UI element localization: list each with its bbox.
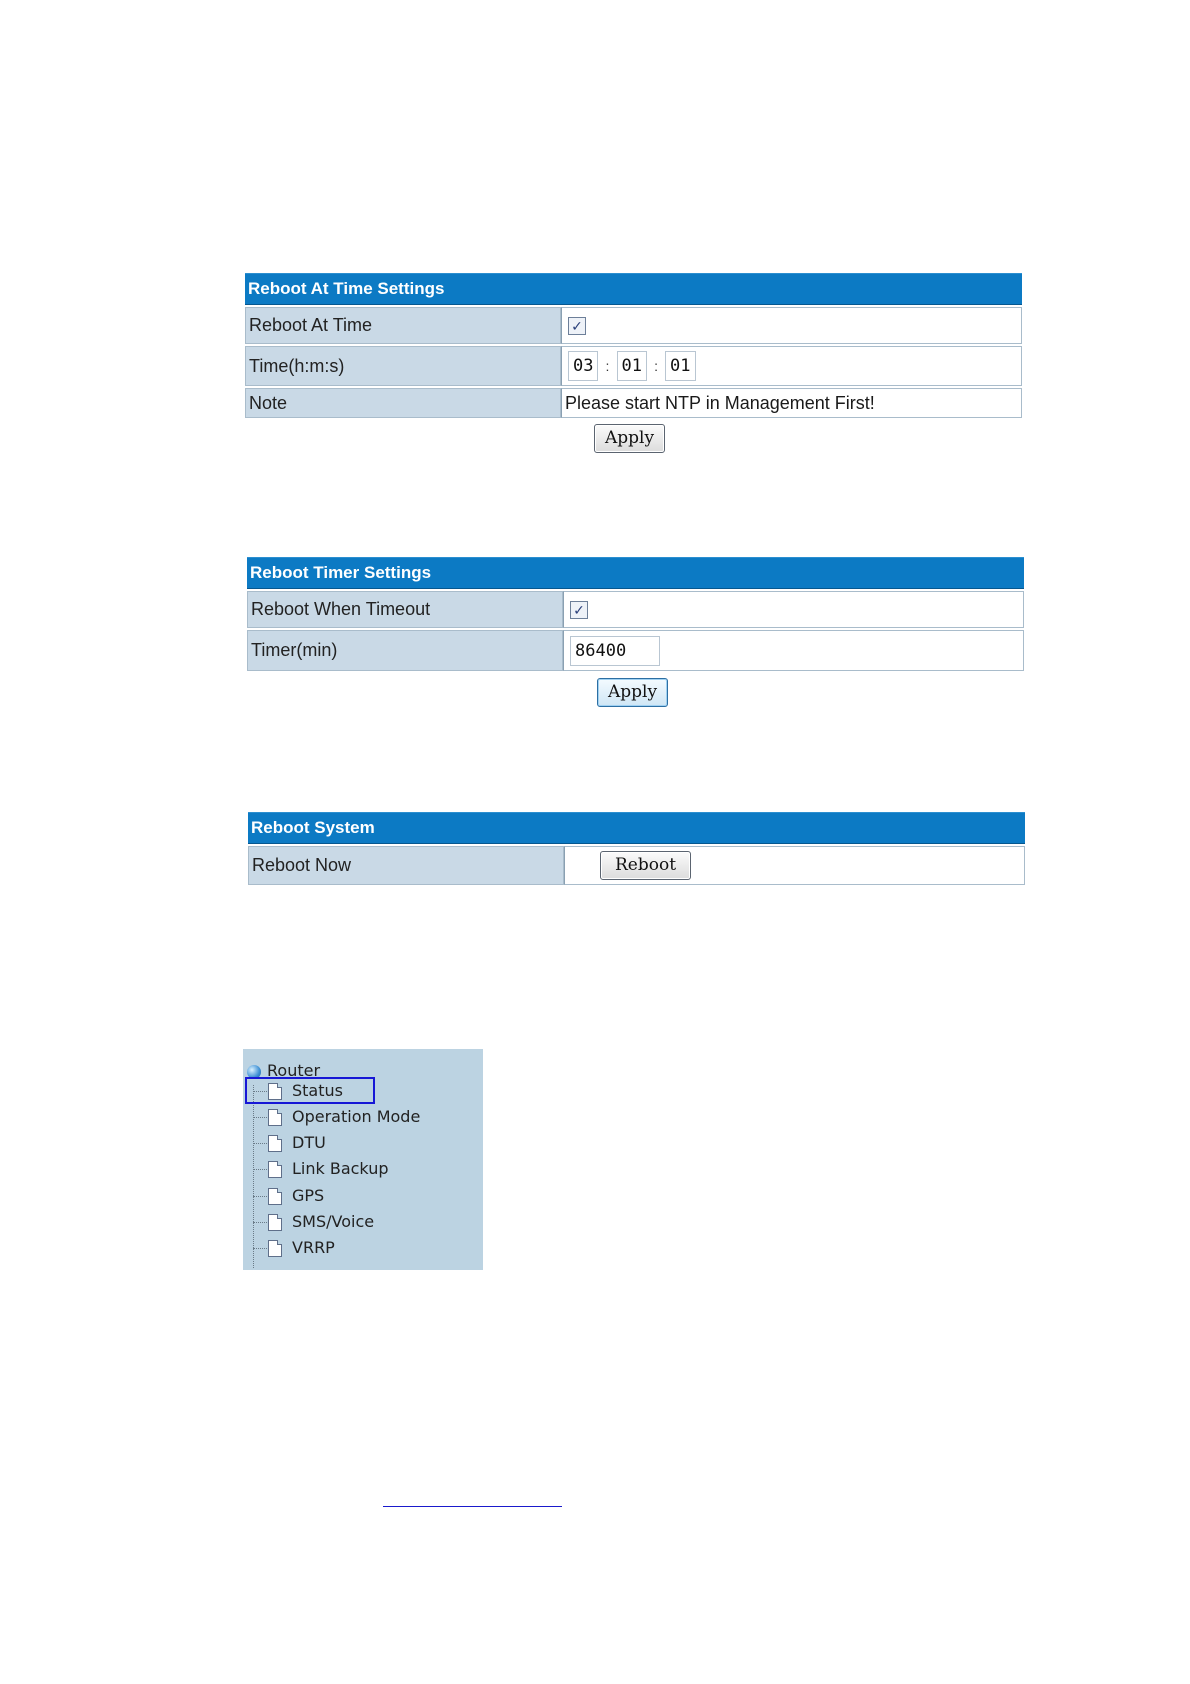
reboot-at-time-checkbox[interactable]: ✓ [568,317,586,335]
tree-item-label: Status [292,1081,343,1100]
tree-item-status[interactable] [253,1079,343,1103]
tree-item-label: DTU [292,1133,326,1152]
tree-item-label: Link Backup [292,1159,389,1178]
hyperlink-underline[interactable] [383,1506,562,1507]
timer-label: Timer(min) [247,630,563,671]
page-icon [268,1240,282,1257]
reboot-timer-panel [247,557,1024,702]
note-text: Please start NTP in Management First! [561,388,1022,418]
tree-item-operation-mode[interactable] [253,1105,420,1129]
note-label: Note [245,388,561,418]
panel-title: Reboot System [248,812,1025,844]
page-icon [268,1214,282,1231]
tree-root-label: Router [267,1061,321,1080]
tree-item-dtu[interactable] [253,1131,326,1155]
reboot-system-table [248,844,1025,887]
second-input[interactable]: 01 [665,351,695,381]
tree-item-label: Operation Mode [292,1107,421,1126]
tree-item-link-backup[interactable] [253,1157,389,1181]
reboot-at-time-label: Reboot At Time [245,307,561,344]
reboot-at-time-table [245,305,1022,420]
apply-button[interactable]: Apply [597,678,668,707]
reboot-at-time-panel [245,273,1022,448]
apply-button[interactable]: Apply [594,424,665,453]
tree-item-sms-voice[interactable] [253,1210,374,1234]
minute-input[interactable]: 01 [617,351,647,381]
reboot-when-timeout-checkbox[interactable]: ✓ [570,601,588,619]
tree-item-label: GPS [292,1186,325,1205]
page-icon [268,1188,282,1205]
tree-item-gps[interactable] [253,1184,324,1208]
reboot-now-label: Reboot Now [248,846,564,885]
tree-item-vrrp[interactable] [253,1236,335,1260]
page-icon [268,1161,282,1178]
page-icon [268,1109,282,1126]
hour-input[interactable]: 03 [568,351,598,381]
time-label: Time(h:m:s) [245,346,561,386]
panel-title: Reboot Timer Settings [247,557,1024,589]
timer-input[interactable]: 86400 [570,636,660,666]
nav-tree [243,1049,483,1270]
reboot-button[interactable]: Reboot [600,851,691,880]
reboot-system-panel [248,812,1025,887]
panel-title: Reboot At Time Settings [245,273,1022,305]
tree-item-label: VRRP [292,1238,335,1257]
tree-item-label: SMS/Voice [292,1212,375,1231]
time-separator: : [605,358,610,374]
reboot-timer-table [247,589,1024,673]
reboot-when-timeout-label: Reboot When Timeout [247,591,563,628]
page-icon [268,1083,282,1100]
page-icon [268,1135,282,1152]
time-separator: : [654,358,658,374]
